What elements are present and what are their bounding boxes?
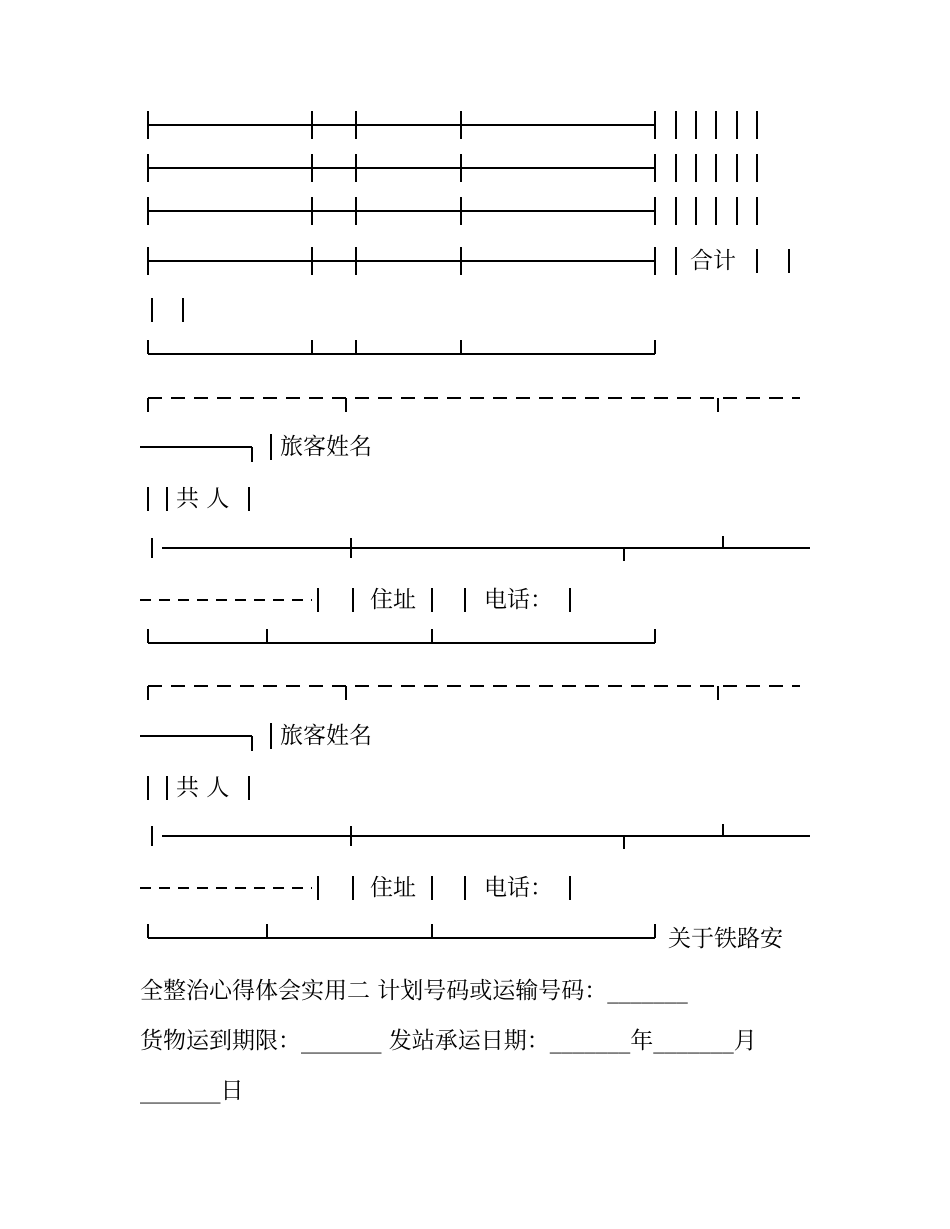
address-label: 住址	[370, 587, 416, 613]
address-label: 住址	[370, 875, 416, 901]
footer-line-plan-number: 全整治心得体会实用二 计划号码或运输号码：_______	[140, 978, 688, 1004]
companion-count-label: 共 人	[176, 775, 230, 801]
table-total-label: 合计	[690, 248, 736, 274]
passenger-block-1-rules	[140, 398, 810, 643]
phone-label: 电话：	[484, 875, 553, 901]
footer-trailing-text: 关于铁路安	[668, 926, 783, 952]
footer-line-transport-dates: 货物运到期限：_______ 发站承运日期：_______年_______月	[140, 1028, 757, 1054]
table-row-rules	[148, 111, 789, 354]
passenger-name-label: 旅客姓名	[280, 723, 372, 749]
companion-count-label: 共 人	[176, 486, 230, 512]
phone-label: 电话：	[484, 587, 553, 613]
footer-line-day: _______日	[140, 1078, 244, 1104]
passenger-block-2-rules	[140, 686, 810, 938]
passenger-name-label: 旅客姓名	[280, 434, 372, 460]
